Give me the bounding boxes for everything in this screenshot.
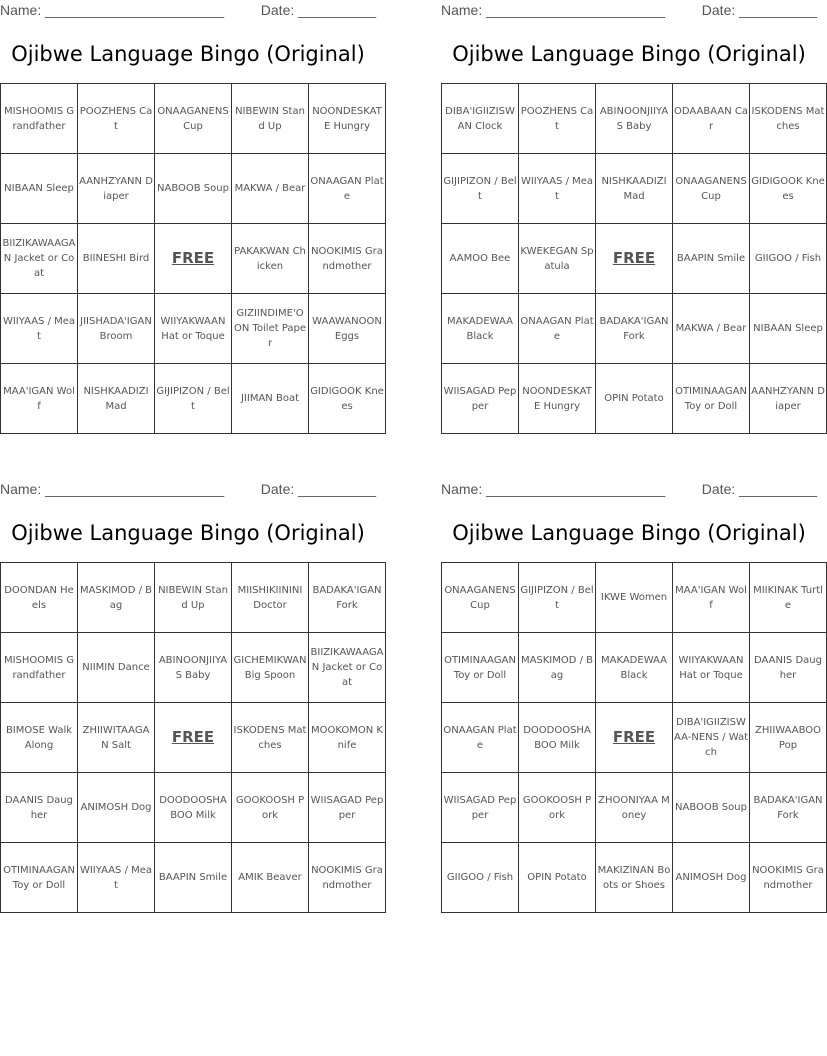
grid-row [1,154,386,224]
name-date-row [441,481,817,499]
bingo-cell: WAAWANOON Eggs [309,294,386,364]
bingo-cell: NOONDESKATE Hungry [309,84,386,154]
bingo-cell: BIINESHI Bird [78,224,155,294]
grid-row [442,773,827,843]
card-title: Ojibwe Language Bingo (Original) [11,521,365,545]
name-field[interactable]: Name: _______________________ [0,2,225,18]
bingo-card-1 [0,0,384,436]
free-space: FREE [596,703,673,773]
bingo-cell: ZHIIWITAAGAN Salt [78,703,155,773]
bingo-cell: JIIMAN Boat [232,364,309,434]
bingo-cell: MAA'IGAN Wolf [1,364,78,434]
bingo-cell: WIIYAAS / Meat [519,154,596,224]
bingo-cell: BIIZIKAWAAGAN Jacket or Coat [309,633,386,703]
date-field[interactable]: Date: __________ [701,2,817,18]
grid-row [1,563,386,633]
bingo-cell: OTIMINAAGAN Toy or Doll [1,843,78,913]
grid-row [442,294,827,364]
bingo-cell: WIIYAAS / Meat [1,294,78,364]
bingo-grid [0,83,386,434]
bingo-cell: GOOKOOSH Pork [519,773,596,843]
bingo-cell: OPIN Potato [596,364,673,434]
bingo-cell: MAA'IGAN Wolf [673,563,750,633]
bingo-card-4 [441,479,824,915]
name-date-row [0,481,376,499]
bingo-cell: ONAAGANENS Cup [155,84,232,154]
bingo-cell: WIIYAKWAAN Hat or Toque [155,294,232,364]
bingo-cell: GIJIPIZON / Belt [442,154,519,224]
bingo-cell: BADAKA'IGAN Fork [309,563,386,633]
bingo-cell: WIIYAAS / Meat [78,843,155,913]
bingo-cell: ANIMOSH Dog [673,843,750,913]
bingo-cell: NIIMIN Dance [78,633,155,703]
bingo-cell: OTIMINAAGAN Toy or Doll [673,364,750,434]
grid-row [1,773,386,843]
bingo-cell: ODAABAAN Car [673,84,750,154]
bingo-cell: MAKADEWAA Black [442,294,519,364]
bingo-cell: WIISAGAD Pepper [309,773,386,843]
bingo-cell: BADAKA'IGAN Fork [596,294,673,364]
bingo-cell: ZHOONIYAA Money [596,773,673,843]
free-space: FREE [155,224,232,294]
bingo-cell: NISHKAADIZI Mad [596,154,673,224]
bingo-grid [441,83,827,434]
bingo-cell: AMIK Beaver [232,843,309,913]
bingo-cell: NIBEWIN Stand Up [155,563,232,633]
bingo-cell: MAKWA / Bear [232,154,309,224]
bingo-cell: BAAPIN Smile [155,843,232,913]
bingo-cell: WIISAGAD Pepper [442,364,519,434]
grid-row [442,843,827,913]
free-space: FREE [155,703,232,773]
bingo-grid [441,562,827,913]
bingo-cell: ZHIIWAABOO Pop [750,703,827,773]
bingo-cell: MAKADEWAA Black [596,633,673,703]
bingo-cell: PAKAKWAN Chicken [232,224,309,294]
bingo-cell: NIBEWIN Stand Up [232,84,309,154]
grid-row [1,364,386,434]
grid-row [1,224,386,294]
grid-row [442,563,827,633]
free-space: FREE [596,224,673,294]
bingo-cell: OPIN Potato [519,843,596,913]
name-date-row [0,2,376,20]
bingo-cell: NOOKIMIS Grandmother [750,843,827,913]
grid-row [442,154,827,224]
bingo-cell: MIISHIKIININI Doctor [232,563,309,633]
bingo-cell: WIIYAKWAAN Hat or Toque [673,633,750,703]
name-field[interactable]: Name: _______________________ [441,481,666,497]
bingo-cell: NIBAAN Sleep [1,154,78,224]
bingo-cell: ABINOONJIIYAS Baby [596,84,673,154]
bingo-cell: DAANIS Daugher [1,773,78,843]
bingo-cell: NIBAAN Sleep [750,294,827,364]
bingo-cell: NISHKAADIZI Mad [78,364,155,434]
bingo-cell: BIIZIKAWAAGAN Jacket or Coat [1,224,78,294]
bingo-cell: DOODOOSHABOO Milk [519,703,596,773]
bingo-cell: IKWE Women [596,563,673,633]
bingo-cell: ANIMOSH Dog [78,773,155,843]
bingo-cell: MASKIMOD / Bag [78,563,155,633]
name-field[interactable]: Name: _______________________ [0,481,225,497]
bingo-cell: MAKIZINAN Boots or Shoes [596,843,673,913]
card-title: Ojibwe Language Bingo (Original) [11,42,365,66]
bingo-cell: BIMOSE Walk Along [1,703,78,773]
bingo-cell: WIISAGAD Pepper [442,773,519,843]
grid-row [1,84,386,154]
bingo-cell: GIJIPIZON / Belt [519,563,596,633]
bingo-cell: NABOOB Soup [673,773,750,843]
bingo-cell: AAMOO Bee [442,224,519,294]
grid-row [442,364,827,434]
bingo-cell: GIZIINDIME'OON Toilet Paper [232,294,309,364]
grid-row [1,633,386,703]
bingo-cell: ONAAGAN Plate [309,154,386,224]
bingo-card-2 [441,0,825,436]
bingo-cell: ABINOONJIIYAS Baby [155,633,232,703]
bingo-grid [0,562,386,913]
bingo-cell: ONAAGAN Plate [519,294,596,364]
bingo-cell: MISHOOMIS Grandfather [1,633,78,703]
bingo-cell: DOONDAN Heels [1,563,78,633]
bingo-cell: POOZHENS Cat [78,84,155,154]
date-field[interactable]: Date: __________ [260,481,376,497]
name-date-row [441,2,817,20]
bingo-cell: ONAAGANENS Cup [673,154,750,224]
bingo-cell: ONAAGANENS Cup [442,563,519,633]
card-title: Ojibwe Language Bingo (Original) [452,521,806,545]
date-field[interactable]: Date: __________ [701,481,817,497]
bingo-cell: GOOKOOSH Pork [232,773,309,843]
bingo-cell: DIBA'IGIIZISWAN Clock [442,84,519,154]
bingo-cell: NOONDESKATE Hungry [519,364,596,434]
card-title: Ojibwe Language Bingo (Original) [452,42,806,66]
bingo-cell: BADAKA'IGAN Fork [750,773,827,843]
bingo-cell: ISKODENS Matches [750,84,827,154]
bingo-cell: AANHZYANN Diaper [750,364,827,434]
date-field[interactable]: Date: __________ [260,2,376,18]
bingo-cell: BAAPIN Smile [673,224,750,294]
bingo-cell: POOZHENS Cat [519,84,596,154]
bingo-cell: DIBA'IGIIZISWAA-NENS / Watch [673,703,750,773]
bingo-cell: JIISHADA'IGAN Broom [78,294,155,364]
bingo-cell: GIJIPIZON / Belt [155,364,232,434]
bingo-cell: MISHOOMIS Grandfather [1,84,78,154]
bingo-cell: DOODOOSHABOO Milk [155,773,232,843]
bingo-cell: NABOOB Soup [155,154,232,224]
grid-row [442,703,827,773]
bingo-cell: GIIGOO / Fish [750,224,827,294]
bingo-cell: MASKIMOD / Bag [519,633,596,703]
bingo-cell: OTIMINAAGAN Toy or Doll [442,633,519,703]
grid-row [1,294,386,364]
bingo-cell: MAKWA / Bear [673,294,750,364]
bingo-cell: DAANIS Daugher [750,633,827,703]
bingo-cell: AANHZYANN Diaper [78,154,155,224]
grid-row [442,84,827,154]
bingo-cell: GIIGOO / Fish [442,843,519,913]
bingo-cell: ONAAGAN Plate [442,703,519,773]
bingo-cell: NOOKIMIS Grandmother [309,224,386,294]
bingo-cell: GIDIGOOK Knees [750,154,827,224]
bingo-cell: GIDIGOOK Knees [309,364,386,434]
grid-row [1,843,386,913]
grid-row [442,633,827,703]
bingo-cell: MIIKINAK Turtle [750,563,827,633]
grid-row [442,224,827,294]
bingo-cell: KWEKEGAN Spatula [519,224,596,294]
bingo-cell: NOOKIMIS Grandmother [309,843,386,913]
bingo-cell: MOOKOMON Knife [309,703,386,773]
bingo-cell: GICHEMIKWAN Big Spoon [232,633,309,703]
grid-row [1,703,386,773]
name-field[interactable]: Name: _______________________ [441,2,666,18]
bingo-cell: ISKODENS Matches [232,703,309,773]
bingo-card-3 [0,479,384,915]
